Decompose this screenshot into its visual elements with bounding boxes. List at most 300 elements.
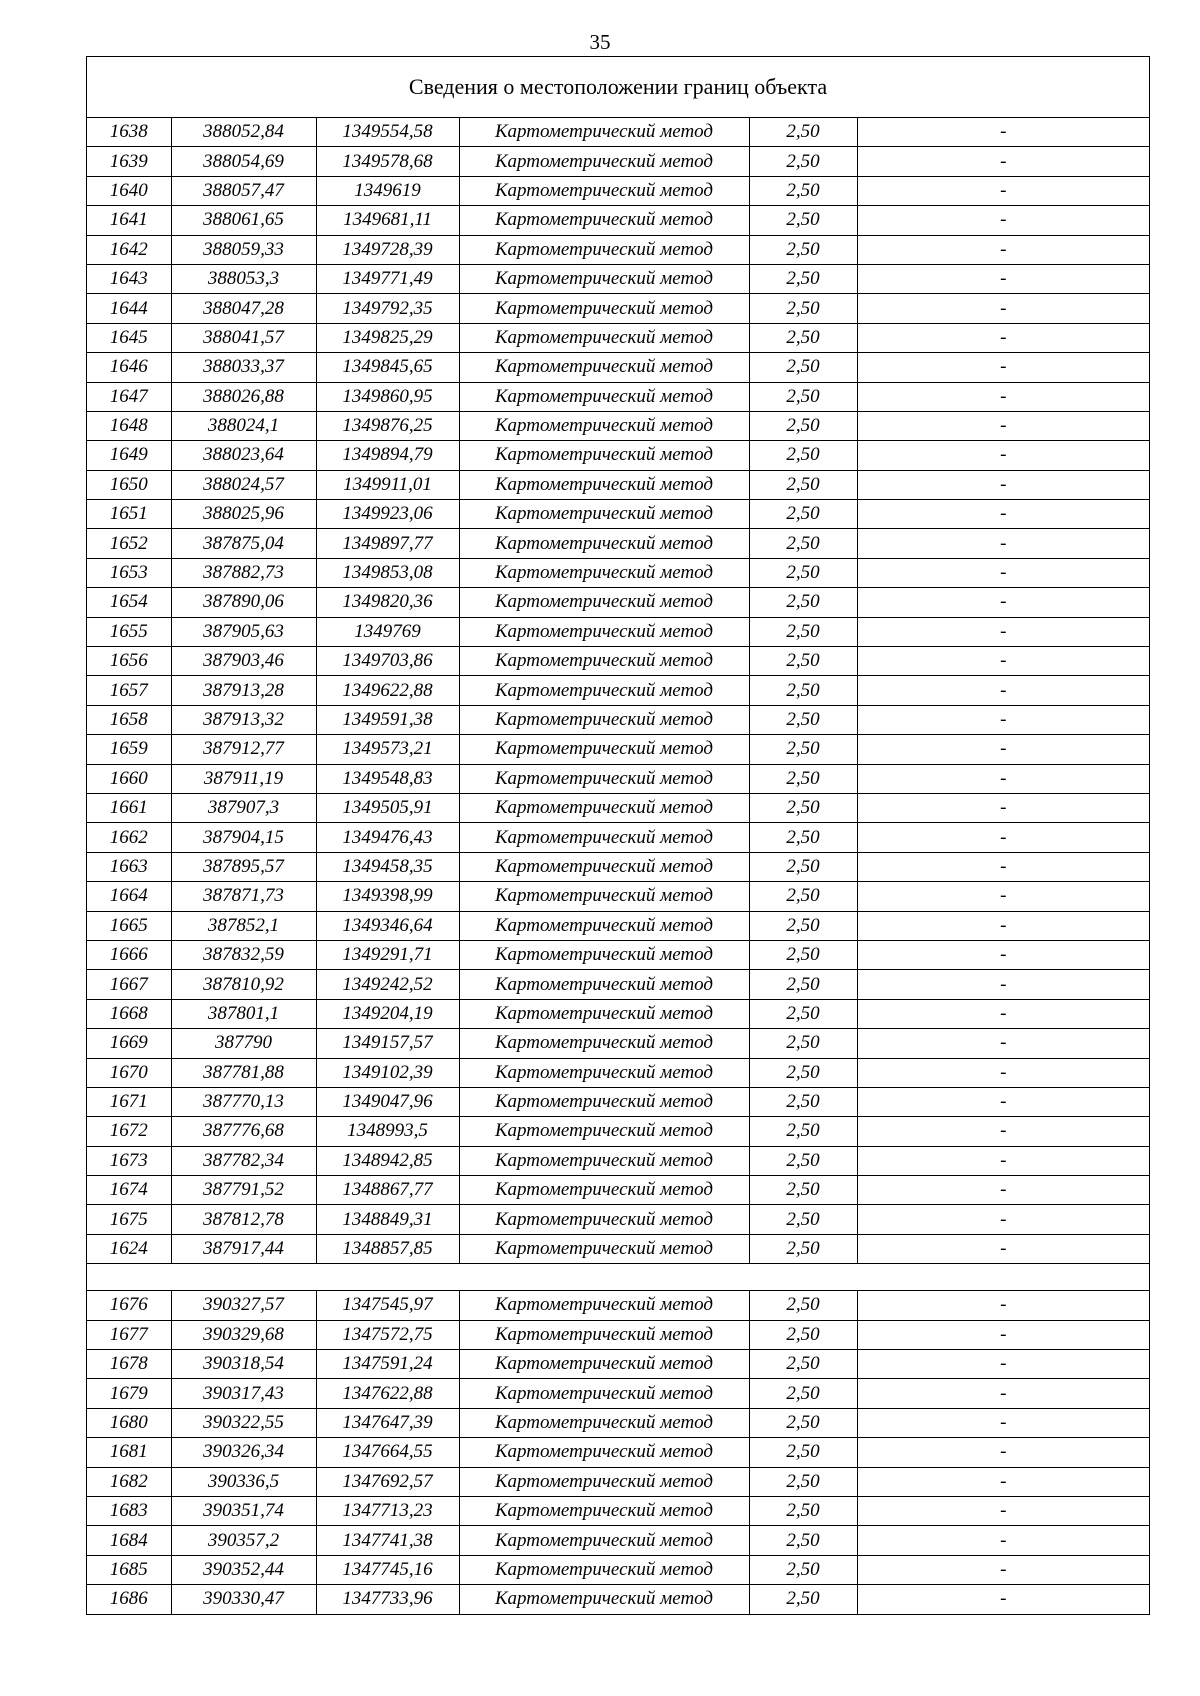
y-coordinate-cell: 1349398,99 xyxy=(316,882,459,911)
method-cell: Картометрический метод xyxy=(459,1467,749,1496)
accuracy-cell: 2,50 xyxy=(749,1526,857,1555)
y-coordinate-cell: 1349923,06 xyxy=(316,500,459,529)
point-number-cell: 1670 xyxy=(87,1058,171,1087)
table-row xyxy=(87,940,1149,969)
method-cell: Картометрический метод xyxy=(459,970,749,999)
accuracy-cell: 2,50 xyxy=(749,1350,857,1379)
point-number-cell: 1652 xyxy=(87,529,171,558)
x-coordinate-cell: 387911,19 xyxy=(171,764,316,793)
table-row xyxy=(87,1408,1149,1437)
method-cell: Картометрический метод xyxy=(459,852,749,881)
y-coordinate-cell: 1349769 xyxy=(316,617,459,646)
y-coordinate-cell: 1347733,96 xyxy=(316,1585,459,1614)
point-number-cell: 1659 xyxy=(87,735,171,764)
x-coordinate-cell: 390336,5 xyxy=(171,1467,316,1496)
x-coordinate-cell: 387905,63 xyxy=(171,617,316,646)
description-cell: - xyxy=(857,999,1149,1028)
description-cell: - xyxy=(857,470,1149,499)
table-row xyxy=(87,911,1149,940)
table-title: Сведения о местоположении границ объекта xyxy=(87,57,1149,118)
description-cell: - xyxy=(857,1087,1149,1116)
accuracy-cell: 2,50 xyxy=(749,147,857,176)
method-cell: Картометрический метод xyxy=(459,1029,749,1058)
accuracy-cell: 2,50 xyxy=(749,411,857,440)
table-row xyxy=(87,1176,1149,1205)
table-row xyxy=(87,382,1149,411)
point-number-cell: 1642 xyxy=(87,235,171,264)
table-row xyxy=(87,264,1149,293)
point-number-cell: 1660 xyxy=(87,764,171,793)
accuracy-cell: 2,50 xyxy=(749,500,857,529)
table-row xyxy=(87,118,1149,147)
accuracy-cell: 2,50 xyxy=(749,764,857,793)
table-row xyxy=(87,588,1149,617)
table-row xyxy=(87,823,1149,852)
method-cell: Картометрический метод xyxy=(459,1438,749,1467)
x-coordinate-cell: 387912,77 xyxy=(171,735,316,764)
method-cell: Картометрический метод xyxy=(459,911,749,940)
table-row xyxy=(87,735,1149,764)
description-cell: - xyxy=(857,940,1149,969)
table-row xyxy=(87,294,1149,323)
accuracy-cell: 2,50 xyxy=(749,647,857,676)
method-cell: Картометрический метод xyxy=(459,264,749,293)
accuracy-cell: 2,50 xyxy=(749,382,857,411)
description-cell: - xyxy=(857,1029,1149,1058)
x-coordinate-cell: 387913,32 xyxy=(171,705,316,734)
point-number-cell: 1651 xyxy=(87,500,171,529)
table-row xyxy=(87,411,1149,440)
accuracy-cell: 2,50 xyxy=(749,1408,857,1437)
x-coordinate-cell: 388061,65 xyxy=(171,206,316,235)
method-cell: Картометрический метод xyxy=(459,1117,749,1146)
method-cell: Картометрический метод xyxy=(459,147,749,176)
x-coordinate-cell: 387812,78 xyxy=(171,1205,316,1234)
x-coordinate-cell: 390357,2 xyxy=(171,1526,316,1555)
table-row xyxy=(87,1379,1149,1408)
y-coordinate-cell: 1349619 xyxy=(316,176,459,205)
table-row xyxy=(87,705,1149,734)
y-coordinate-cell: 1347692,57 xyxy=(316,1467,459,1496)
x-coordinate-cell: 387875,04 xyxy=(171,529,316,558)
point-number-cell: 1656 xyxy=(87,647,171,676)
accuracy-cell: 2,50 xyxy=(749,617,857,646)
x-coordinate-cell: 387790 xyxy=(171,1029,316,1058)
accuracy-cell: 2,50 xyxy=(749,294,857,323)
table-row xyxy=(87,529,1149,558)
description-cell: - xyxy=(857,1320,1149,1349)
point-number-cell: 1684 xyxy=(87,1526,171,1555)
x-coordinate-cell: 388024,1 xyxy=(171,411,316,440)
accuracy-cell: 2,50 xyxy=(749,441,857,470)
description-cell: - xyxy=(857,558,1149,587)
point-number-cell: 1665 xyxy=(87,911,171,940)
accuracy-cell: 2,50 xyxy=(749,999,857,1028)
page-number: 35 xyxy=(589,30,611,54)
accuracy-cell: 2,50 xyxy=(749,176,857,205)
table-row xyxy=(87,1585,1149,1614)
description-cell: - xyxy=(857,823,1149,852)
y-coordinate-cell: 1349476,43 xyxy=(316,823,459,852)
accuracy-cell: 2,50 xyxy=(749,558,857,587)
y-coordinate-cell: 1348867,77 xyxy=(316,1176,459,1205)
y-coordinate-cell: 1349860,95 xyxy=(316,382,459,411)
description-cell: - xyxy=(857,676,1149,705)
accuracy-cell: 2,50 xyxy=(749,940,857,969)
method-cell: Картометрический метод xyxy=(459,1585,749,1614)
x-coordinate-cell: 388057,47 xyxy=(171,176,316,205)
y-coordinate-cell: 1348942,85 xyxy=(316,1146,459,1175)
description-cell: - xyxy=(857,1438,1149,1467)
y-coordinate-cell: 1349820,36 xyxy=(316,588,459,617)
description-cell: - xyxy=(857,411,1149,440)
point-number-cell: 1650 xyxy=(87,470,171,499)
point-number-cell: 1673 xyxy=(87,1146,171,1175)
table-row xyxy=(87,617,1149,646)
y-coordinate-cell: 1349157,57 xyxy=(316,1029,459,1058)
x-coordinate-cell: 387852,1 xyxy=(171,911,316,940)
point-number-cell: 1674 xyxy=(87,1176,171,1205)
x-coordinate-cell: 387882,73 xyxy=(171,558,316,587)
table-row xyxy=(87,1350,1149,1379)
method-cell: Картометрический метод xyxy=(459,999,749,1028)
description-cell: - xyxy=(857,382,1149,411)
point-number-cell: 1685 xyxy=(87,1555,171,1584)
description-cell: - xyxy=(857,441,1149,470)
description-cell: - xyxy=(857,1234,1149,1263)
table-row xyxy=(87,441,1149,470)
x-coordinate-cell: 387776,68 xyxy=(171,1117,316,1146)
point-number-cell: 1648 xyxy=(87,411,171,440)
description-cell: - xyxy=(857,1408,1149,1437)
accuracy-cell: 2,50 xyxy=(749,676,857,705)
method-cell: Картометрический метод xyxy=(459,1526,749,1555)
y-coordinate-cell: 1349242,52 xyxy=(316,970,459,999)
method-cell: Картометрический метод xyxy=(459,676,749,705)
accuracy-cell: 2,50 xyxy=(749,970,857,999)
description-cell: - xyxy=(857,235,1149,264)
description-cell: - xyxy=(857,735,1149,764)
point-number-cell: 1645 xyxy=(87,323,171,352)
point-number-cell: 1686 xyxy=(87,1585,171,1614)
table-row xyxy=(87,1205,1149,1234)
accuracy-cell: 2,50 xyxy=(749,1029,857,1058)
accuracy-cell: 2,50 xyxy=(749,1496,857,1525)
point-number-cell: 1658 xyxy=(87,705,171,734)
accuracy-cell: 2,50 xyxy=(749,1291,857,1320)
accuracy-cell: 2,50 xyxy=(749,1379,857,1408)
table-row xyxy=(87,1555,1149,1584)
method-cell: Картометрический метод xyxy=(459,1408,749,1437)
method-cell: Картометрический метод xyxy=(459,118,749,147)
point-number-cell: 1667 xyxy=(87,970,171,999)
table-row xyxy=(87,1058,1149,1087)
table-row xyxy=(87,882,1149,911)
accuracy-cell: 2,50 xyxy=(749,1320,857,1349)
table-row xyxy=(87,1320,1149,1349)
point-number-cell: 1677 xyxy=(87,1320,171,1349)
table-row xyxy=(87,147,1149,176)
point-number-cell: 1679 xyxy=(87,1379,171,1408)
point-number-cell: 1662 xyxy=(87,823,171,852)
x-coordinate-cell: 390322,55 xyxy=(171,1408,316,1437)
method-cell: Картометрический метод xyxy=(459,441,749,470)
x-coordinate-cell: 387791,52 xyxy=(171,1176,316,1205)
point-number-cell: 1672 xyxy=(87,1117,171,1146)
method-cell: Картометрический метод xyxy=(459,382,749,411)
table-row xyxy=(87,235,1149,264)
description-cell: - xyxy=(857,1350,1149,1379)
table-row xyxy=(87,970,1149,999)
description-cell: - xyxy=(857,1205,1149,1234)
point-number-cell: 1640 xyxy=(87,176,171,205)
point-number-cell: 1663 xyxy=(87,852,171,881)
point-number-cell: 1646 xyxy=(87,353,171,382)
y-coordinate-cell: 1349578,68 xyxy=(316,147,459,176)
accuracy-cell: 2,50 xyxy=(749,1117,857,1146)
method-cell: Картометрический метод xyxy=(459,1320,749,1349)
y-coordinate-cell: 1349346,64 xyxy=(316,911,459,940)
method-cell: Картометрический метод xyxy=(459,1058,749,1087)
table-row xyxy=(87,764,1149,793)
point-number-cell: 1657 xyxy=(87,676,171,705)
y-coordinate-cell: 1349548,83 xyxy=(316,764,459,793)
y-coordinate-cell: 1349102,39 xyxy=(316,1058,459,1087)
x-coordinate-cell: 387801,1 xyxy=(171,999,316,1028)
point-number-cell: 1669 xyxy=(87,1029,171,1058)
point-number-cell: 1654 xyxy=(87,588,171,617)
table-row xyxy=(87,676,1149,705)
y-coordinate-cell: 1347647,39 xyxy=(316,1408,459,1437)
point-number-cell: 1653 xyxy=(87,558,171,587)
x-coordinate-cell: 387913,28 xyxy=(171,676,316,705)
y-coordinate-cell: 1348857,85 xyxy=(316,1234,459,1263)
description-cell: - xyxy=(857,588,1149,617)
y-coordinate-cell: 1349845,65 xyxy=(316,353,459,382)
y-coordinate-cell: 1347664,55 xyxy=(316,1438,459,1467)
method-cell: Картометрический метод xyxy=(459,411,749,440)
method-cell: Картометрический метод xyxy=(459,235,749,264)
accuracy-cell: 2,50 xyxy=(749,1467,857,1496)
table-row xyxy=(87,353,1149,382)
description-cell: - xyxy=(857,1496,1149,1525)
accuracy-cell: 2,50 xyxy=(749,793,857,822)
accuracy-cell: 2,50 xyxy=(749,264,857,293)
y-coordinate-cell: 1349554,58 xyxy=(316,118,459,147)
accuracy-cell: 2,50 xyxy=(749,118,857,147)
x-coordinate-cell: 387770,13 xyxy=(171,1087,316,1116)
accuracy-cell: 2,50 xyxy=(749,1585,857,1614)
table-row xyxy=(87,323,1149,352)
point-number-cell: 1655 xyxy=(87,617,171,646)
x-coordinate-cell: 387781,88 xyxy=(171,1058,316,1087)
description-cell: - xyxy=(857,1146,1149,1175)
point-number-cell: 1639 xyxy=(87,147,171,176)
point-number-cell: 1680 xyxy=(87,1408,171,1437)
description-cell: - xyxy=(857,1379,1149,1408)
x-coordinate-cell: 387917,44 xyxy=(171,1234,316,1263)
boundary-table-frame xyxy=(86,56,1150,1615)
table-row xyxy=(87,1234,1149,1263)
point-number-cell: 1678 xyxy=(87,1350,171,1379)
method-cell: Картометрический метод xyxy=(459,1205,749,1234)
y-coordinate-cell: 1347545,97 xyxy=(316,1291,459,1320)
table-row xyxy=(87,1496,1149,1525)
description-cell: - xyxy=(857,1526,1149,1555)
y-coordinate-cell: 1349047,96 xyxy=(316,1087,459,1116)
method-cell: Картометрический метод xyxy=(459,323,749,352)
description-cell: - xyxy=(857,264,1149,293)
x-coordinate-cell: 387895,57 xyxy=(171,852,316,881)
description-cell: - xyxy=(857,1176,1149,1205)
x-coordinate-cell: 390327,57 xyxy=(171,1291,316,1320)
description-cell: - xyxy=(857,206,1149,235)
description-cell: - xyxy=(857,500,1149,529)
accuracy-cell: 2,50 xyxy=(749,1146,857,1175)
method-cell: Картометрический метод xyxy=(459,823,749,852)
y-coordinate-cell: 1347572,75 xyxy=(316,1320,459,1349)
y-coordinate-cell: 1349681,11 xyxy=(316,206,459,235)
point-number-cell: 1624 xyxy=(87,1234,171,1263)
accuracy-cell: 2,50 xyxy=(749,823,857,852)
method-cell: Картометрический метод xyxy=(459,353,749,382)
y-coordinate-cell: 1349771,49 xyxy=(316,264,459,293)
y-coordinate-cell: 1349622,88 xyxy=(316,676,459,705)
y-coordinate-cell: 1349573,21 xyxy=(316,735,459,764)
method-cell: Картометрический метод xyxy=(459,940,749,969)
method-cell: Картометрический метод xyxy=(459,1555,749,1584)
x-coordinate-cell: 387890,06 xyxy=(171,588,316,617)
accuracy-cell: 2,50 xyxy=(749,735,857,764)
x-coordinate-cell: 390317,43 xyxy=(171,1379,316,1408)
point-number-cell: 1676 xyxy=(87,1291,171,1320)
description-cell: - xyxy=(857,1555,1149,1584)
point-number-cell: 1675 xyxy=(87,1205,171,1234)
y-coordinate-cell: 1349853,08 xyxy=(316,558,459,587)
accuracy-cell: 2,50 xyxy=(749,323,857,352)
description-cell: - xyxy=(857,617,1149,646)
x-coordinate-cell: 387832,59 xyxy=(171,940,316,969)
description-cell: - xyxy=(857,147,1149,176)
x-coordinate-cell: 390329,68 xyxy=(171,1320,316,1349)
y-coordinate-cell: 1349505,91 xyxy=(316,793,459,822)
table-row xyxy=(87,1117,1149,1146)
x-coordinate-cell: 388059,33 xyxy=(171,235,316,264)
x-coordinate-cell: 387782,34 xyxy=(171,1146,316,1175)
point-number-cell: 1683 xyxy=(87,1496,171,1525)
method-cell: Картометрический метод xyxy=(459,793,749,822)
method-cell: Картометрический метод xyxy=(459,735,749,764)
description-cell: - xyxy=(857,353,1149,382)
accuracy-cell: 2,50 xyxy=(749,705,857,734)
x-coordinate-cell: 387907,3 xyxy=(171,793,316,822)
y-coordinate-cell: 1349897,77 xyxy=(316,529,459,558)
x-coordinate-cell: 388026,88 xyxy=(171,382,316,411)
method-cell: Картометрический метод xyxy=(459,1379,749,1408)
table-row xyxy=(87,1146,1149,1175)
y-coordinate-cell: 1347713,23 xyxy=(316,1496,459,1525)
accuracy-cell: 2,50 xyxy=(749,529,857,558)
y-coordinate-cell: 1348993,5 xyxy=(316,1117,459,1146)
method-cell: Картометрический метод xyxy=(459,1291,749,1320)
x-coordinate-cell: 388053,3 xyxy=(171,264,316,293)
y-coordinate-cell: 1347622,88 xyxy=(316,1379,459,1408)
table-row xyxy=(87,1029,1149,1058)
accuracy-cell: 2,50 xyxy=(749,206,857,235)
description-cell: - xyxy=(857,118,1149,147)
accuracy-cell: 2,50 xyxy=(749,1438,857,1467)
method-cell: Картометрический метод xyxy=(459,558,749,587)
x-coordinate-cell: 387904,15 xyxy=(171,823,316,852)
x-coordinate-cell: 388024,57 xyxy=(171,470,316,499)
table-row xyxy=(87,500,1149,529)
point-number-cell: 1668 xyxy=(87,999,171,1028)
accuracy-cell: 2,50 xyxy=(749,235,857,264)
point-number-cell: 1681 xyxy=(87,1438,171,1467)
y-coordinate-cell: 1349876,25 xyxy=(316,411,459,440)
accuracy-cell: 2,50 xyxy=(749,353,857,382)
method-cell: Картометрический метод xyxy=(459,647,749,676)
x-coordinate-cell: 390326,34 xyxy=(171,1438,316,1467)
description-cell: - xyxy=(857,1585,1149,1614)
description-cell: - xyxy=(857,1467,1149,1496)
table-row xyxy=(87,1467,1149,1496)
table-row xyxy=(87,999,1149,1028)
x-coordinate-cell: 388054,69 xyxy=(171,147,316,176)
x-coordinate-cell: 387810,92 xyxy=(171,970,316,999)
y-coordinate-cell: 1349894,79 xyxy=(316,441,459,470)
accuracy-cell: 2,50 xyxy=(749,1058,857,1087)
x-coordinate-cell: 388033,37 xyxy=(171,353,316,382)
table-row xyxy=(87,176,1149,205)
point-number-cell: 1666 xyxy=(87,940,171,969)
description-cell: - xyxy=(857,1058,1149,1087)
method-cell: Картометрический метод xyxy=(459,1176,749,1205)
method-cell: Картометрический метод xyxy=(459,470,749,499)
method-cell: Картометрический метод xyxy=(459,588,749,617)
separator-cell xyxy=(87,1264,1149,1291)
description-cell: - xyxy=(857,294,1149,323)
method-cell: Картометрический метод xyxy=(459,705,749,734)
table-row xyxy=(87,852,1149,881)
table-row xyxy=(87,1438,1149,1467)
description-cell: - xyxy=(857,705,1149,734)
y-coordinate-cell: 1349458,35 xyxy=(316,852,459,881)
point-number-cell: 1664 xyxy=(87,882,171,911)
description-cell: - xyxy=(857,764,1149,793)
x-coordinate-cell: 390352,44 xyxy=(171,1555,316,1584)
method-cell: Картометрический метод xyxy=(459,294,749,323)
table-row xyxy=(87,1526,1149,1555)
table-row xyxy=(87,558,1149,587)
table-row xyxy=(87,470,1149,499)
table-row xyxy=(87,206,1149,235)
point-number-cell: 1643 xyxy=(87,264,171,293)
y-coordinate-cell: 1349703,86 xyxy=(316,647,459,676)
description-cell: - xyxy=(857,1117,1149,1146)
table-row xyxy=(87,647,1149,676)
description-cell: - xyxy=(857,911,1149,940)
table-row xyxy=(87,1291,1149,1320)
method-cell: Картометрический метод xyxy=(459,529,749,558)
x-coordinate-cell: 387903,46 xyxy=(171,647,316,676)
description-cell: - xyxy=(857,852,1149,881)
accuracy-cell: 2,50 xyxy=(749,852,857,881)
section-separator-row xyxy=(87,1264,1149,1291)
accuracy-cell: 2,50 xyxy=(749,1555,857,1584)
method-cell: Картометрический метод xyxy=(459,1234,749,1263)
boundary-points-table xyxy=(87,118,1149,1614)
